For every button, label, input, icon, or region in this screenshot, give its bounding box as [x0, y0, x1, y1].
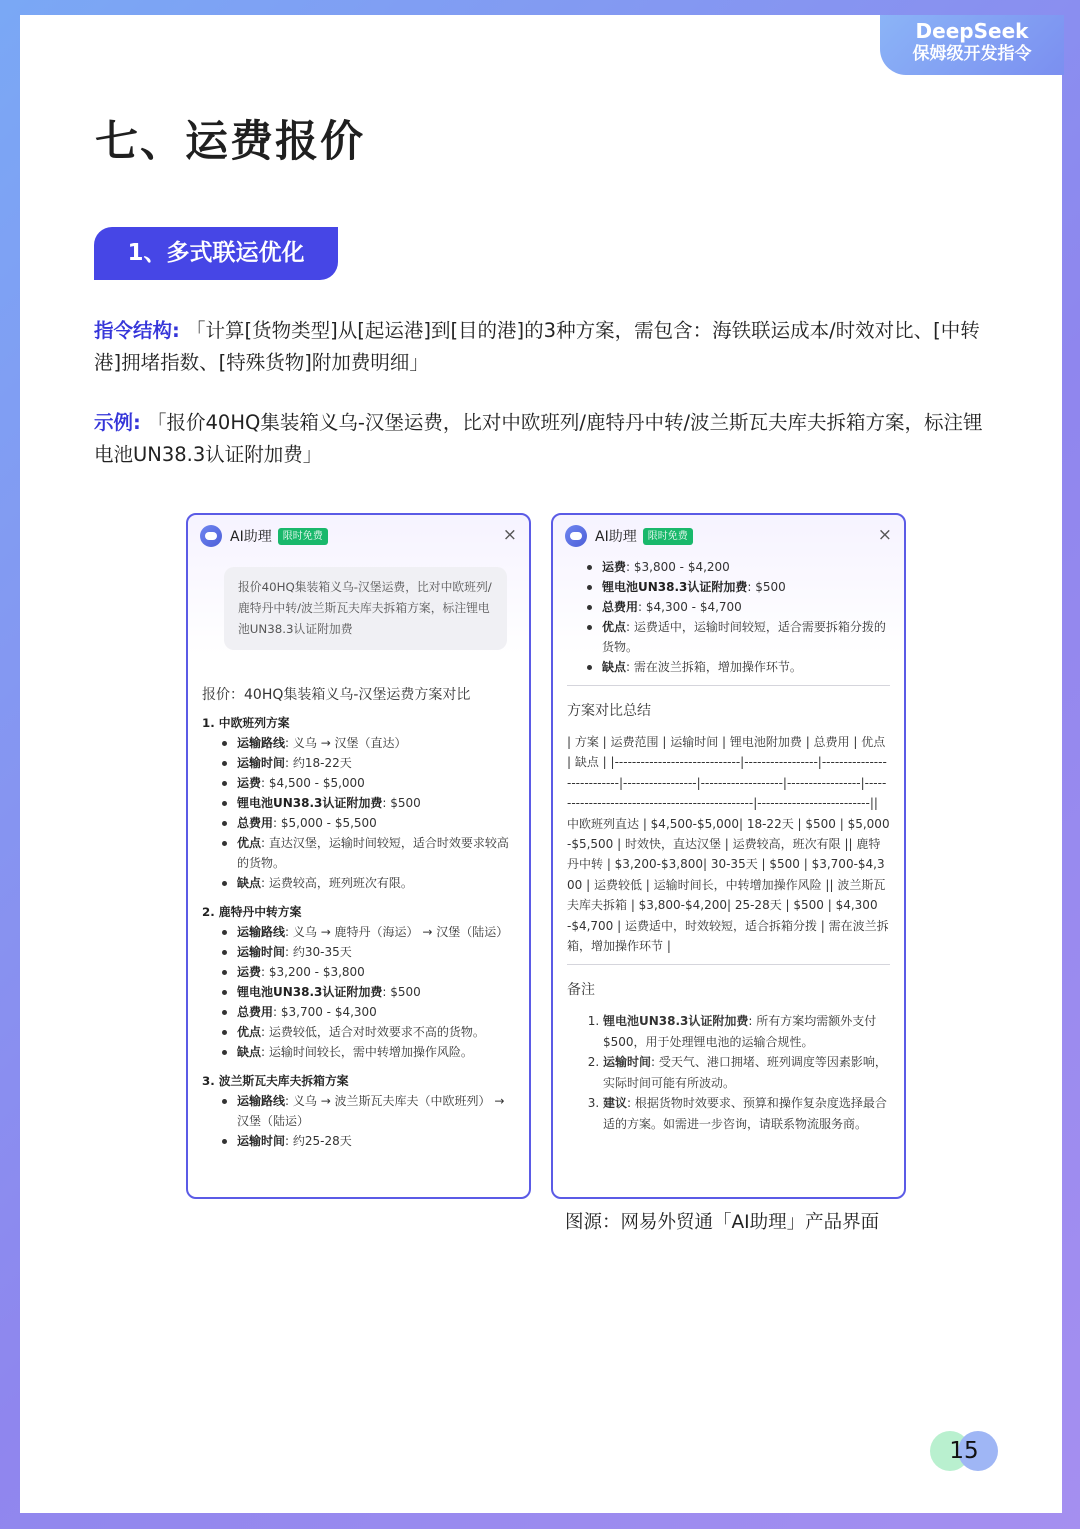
panel-body [553, 557, 904, 1134]
plan-details [202, 1091, 515, 1151]
list-item: 缺点: 运输时间较长，需中转增加操作风险。 [222, 1042, 515, 1062]
comparison-title: 方案对比总结 [567, 703, 651, 719]
divider [567, 685, 890, 686]
list-item: 锂电池UN38.3认证附加费: $500 [222, 793, 515, 813]
instruction-paragraph [94, 315, 994, 379]
instruction-label: 指令结构: [94, 319, 180, 342]
example-text: 「报价40HQ集装箱义乌-汉堡运费，比对中欧班列/鹿特丹中转/波兰斯瓦夫库夫拆箱方案，标注锂电池UN38.3认证附加费」 [94, 411, 983, 466]
brand-subtitle: 保姆级开发指令 [912, 44, 1032, 64]
list-item: 优点: 运费适中，运输时间较短，适合需要拆箱分拨的货物。 [587, 617, 890, 657]
page-number [930, 1431, 998, 1471]
user-query-bubble: 报价40HQ集装箱义乌-汉堡运费，比对中欧班列/鹿特丹中转/波兰斯瓦夫库夫拆箱方案，标注锂电池UN38.3认证附加费 [224, 567, 507, 650]
list-item: 运输路线: 义乌 → 汉堡（直达） [222, 733, 515, 753]
plan-title: 1. 中欧班列方案 [202, 716, 290, 730]
close-icon[interactable]: × [877, 525, 892, 545]
list-item: 1. 锂电池UN38.3认证附加费: 所有方案均需额外支付$500，用于处理锂电池的运输合规性。 [603, 1011, 890, 1052]
ai-assistant-panel-right [551, 513, 906, 1199]
list-item: 优点: 运费较低，适合对时效要求不高的货物。 [222, 1022, 515, 1042]
list-item: 运输路线: 义乌 → 波兰斯瓦夫库夫（中欧班列） → 汉堡（陆运） [222, 1091, 515, 1131]
notes-list [567, 1011, 890, 1133]
list-item: 缺点: 运费较高，班列班次有限。 [222, 873, 515, 893]
panel-header [553, 515, 904, 557]
free-badge: 限时免费 [278, 528, 328, 545]
example-label: 示例: [94, 411, 141, 434]
list-item: 总费用: $3,700 - $4,300 [222, 1002, 515, 1022]
list-item: 2. 运输时间: 受天气、港口拥堵、班列调度等因素影响，实际时间可能有所波动。 [603, 1052, 890, 1093]
robot-icon [200, 525, 222, 547]
plan-details [567, 557, 890, 677]
page-number-text: 15 [949, 1438, 979, 1464]
brand-name: DeepSeek [915, 19, 1029, 43]
panel-header [188, 515, 529, 557]
instruction-text: 「计算[货物类型]从[起运港]到[目的港]的3种方案，需包含：海铁联运成本/时效对比、[中转港]拥堵指数、[特殊货物]附加费明细」 [94, 319, 980, 374]
free-badge: 限时免费 [643, 528, 693, 545]
list-item: 总费用: $4,300 - $4,700 [587, 597, 890, 617]
list-item: 优点: 直达汉堡，运输时间较短，适合时效要求较高的货物。 [222, 833, 515, 873]
divider [567, 964, 890, 965]
list-item: 运费: $4,500 - $5,000 [222, 773, 515, 793]
list-item: 运输时间: 约18-22天 [222, 753, 515, 773]
list-item: 锂电池UN38.3认证附加费: $500 [222, 982, 515, 1002]
close-icon[interactable]: × [502, 525, 517, 545]
plan-title: 2. 鹿特丹中转方案 [202, 905, 302, 919]
list-item: 运费: $3,800 - $4,200 [587, 557, 890, 577]
comparison-table-text: | 方案 | 运费范围 | 运输时间 | 锂电池附加费 | 总费用 | 优点 | 缺点 | |-----------------------------|-----------------|---------------------------|-----------------|-------------------|-----------------|------------------------------------------------|--------------------------|| 中欧班列直达 | $4,500-$5,000| 18-22天 | $500 | $5,000-$5,500 | 时效快，直达汉堡 | 运费较高，班次有限 || 鹿特丹中转 | $3,200-$3,800| 30-35天 | $500 | $3,700-$4,300 | 运费较低 | 运输时间长，中转增加操作风险 || 波兰斯瓦夫库夫拆箱 | $3,800-$4,200| 25-28天 | $500 | $4,300-$4,700 | 运费适中，时效较短，适合拆箱分拨 | 需在波兰拆箱，增加操作环节 | [567, 735, 890, 954]
plan-title: 3. 波兰斯瓦夫库夫拆箱方案 [202, 1074, 349, 1088]
assistant-name: AI助理 [595, 529, 637, 545]
ai-assistant-panel-left [186, 513, 531, 1199]
example-paragraph [94, 407, 994, 471]
page-title: 七、运费报价 [95, 117, 365, 167]
plan-details [202, 733, 515, 893]
list-item: 总费用: $5,000 - $5,500 [222, 813, 515, 833]
figure-caption: 图源：网易外贸通「AI助理」产品界面 [565, 1212, 880, 1233]
assistant-name: AI助理 [230, 529, 272, 545]
list-item: 运输路线: 义乌 → 鹿特丹（海运） → 汉堡（陆运） [222, 922, 515, 942]
list-item: 锂电池UN38.3认证附加费: $500 [587, 577, 890, 597]
list-item: 运费: $3,200 - $3,800 [222, 962, 515, 982]
list-item: 运输时间: 约30-35天 [222, 942, 515, 962]
list-item: 缺点: 需在波兰拆箱，增加操作环节。 [587, 657, 890, 677]
section-heading: 1、多式联运优化 [94, 227, 338, 280]
page-sheet [20, 15, 1062, 1513]
brand-tab [880, 15, 1064, 75]
notes-title: 备注 [567, 982, 595, 999]
plan-details [202, 922, 515, 1062]
list-item: 运输时间: 约25-28天 [222, 1131, 515, 1151]
panel-body [188, 567, 529, 1151]
response-summary: 报价：40HQ集装箱义乌-汉堡运费方案对比 [202, 687, 471, 703]
robot-icon [565, 525, 587, 547]
list-item: 3. 建议: 根据货物时效要求、预算和操作复杂度选择最合适的方案。如需进一步咨询，请联系物流服务商。 [603, 1093, 890, 1134]
